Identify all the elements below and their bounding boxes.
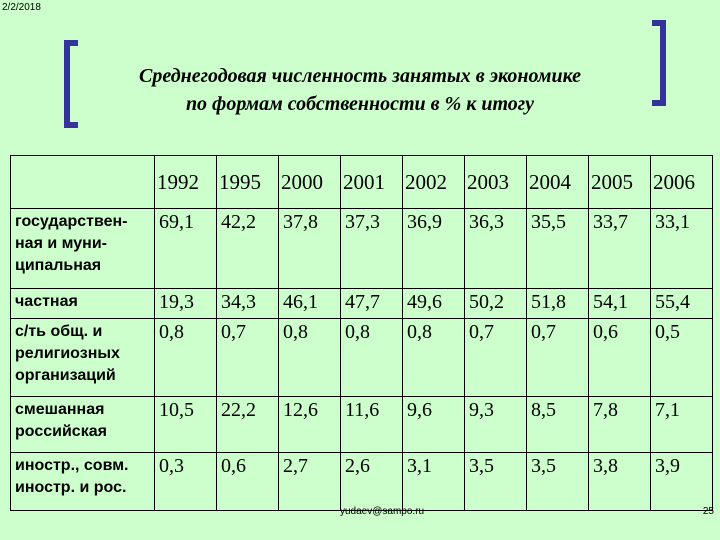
slide-date: 2/2/2018 [2, 2, 41, 13]
title-bracket-left [64, 40, 78, 128]
table-cell: 10,5 [155, 397, 217, 453]
table-cell: 36,3 [465, 209, 527, 289]
row-label-line: иностр. и рос. [15, 479, 127, 496]
table-cell: 7,1 [651, 397, 713, 453]
page-number: 25 [702, 506, 714, 517]
table-cell: 47,7 [341, 289, 403, 319]
row-label [11, 289, 155, 319]
table-row [11, 319, 713, 397]
row-label-line: российская [15, 423, 107, 440]
table-cell: 0,7 [217, 319, 279, 397]
table-cell: 50,2 [465, 289, 527, 319]
table-cell: 46,1 [279, 289, 341, 319]
row-label [11, 319, 155, 397]
table-cell: 0,6 [589, 319, 651, 397]
year-header: 2003 [465, 156, 527, 209]
table-cell: 42,2 [217, 209, 279, 289]
row-label-line: с/ть общ. и [15, 323, 103, 340]
year-header: 2005 [589, 156, 651, 209]
table-cell: 3,8 [589, 453, 651, 511]
table-cell: 2,6 [341, 453, 403, 511]
table-cell: 2,7 [279, 453, 341, 511]
table-cell: 49,6 [403, 289, 465, 319]
table-row [11, 289, 713, 319]
row-label [11, 453, 155, 511]
table-cell: 3,9 [651, 453, 713, 511]
table-cell: 8,5 [527, 397, 589, 453]
table-cell: 7,8 [589, 397, 651, 453]
row-label [11, 397, 155, 453]
table-cell: 12,6 [279, 397, 341, 453]
table-cell: 0,8 [279, 319, 341, 397]
title-line-2: по формам собственности в % к итогу [185, 93, 535, 115]
row-label [11, 209, 155, 289]
table-cell: 19,3 [155, 289, 217, 319]
table-cell: 34,3 [217, 289, 279, 319]
table-cell: 0,8 [155, 319, 217, 397]
table-cell: 55,4 [651, 289, 713, 319]
table-row [11, 397, 713, 453]
table-cell: 0,8 [403, 319, 465, 397]
row-label-line: иностр., совм. [15, 457, 129, 474]
table-cell: 0,8 [341, 319, 403, 397]
table-cell: 3,5 [465, 453, 527, 511]
year-header: 2001 [341, 156, 403, 209]
row-label-line: смешанная [15, 401, 105, 418]
year-header: 1992 [155, 156, 217, 209]
title-line-1: Среднегодовая численность занятых в экономике [138, 65, 582, 87]
table-cell: 35,5 [527, 209, 589, 289]
row-label-line: ципальная [15, 257, 102, 274]
employment-table [10, 155, 713, 511]
year-header: 1995 [217, 156, 279, 209]
table-cell: 0,3 [155, 453, 217, 511]
row-label-line: государствен- [15, 213, 128, 230]
table-cell: 51,8 [527, 289, 589, 319]
table-cell: 0,7 [527, 319, 589, 397]
table-cell: 0,5 [651, 319, 713, 397]
table-cell: 3,5 [527, 453, 589, 511]
row-label-line: частная [15, 293, 78, 310]
table-row [11, 453, 713, 511]
row-label-line: ная и муни- [15, 235, 107, 252]
row-label-line: религиозных [15, 345, 120, 362]
year-header: 2000 [279, 156, 341, 209]
table-cell: 0,6 [217, 453, 279, 511]
table-cell: 9,3 [465, 397, 527, 453]
table-cell: 37,3 [341, 209, 403, 289]
table-cell: 11,6 [341, 397, 403, 453]
slide-title [80, 62, 640, 118]
table-cell: 69,1 [155, 209, 217, 289]
footer-email: yudaev@sampo.ru [340, 506, 425, 517]
table-cell: 3,1 [403, 453, 465, 511]
table-cell: 37,8 [279, 209, 341, 289]
table-cell: 33,7 [589, 209, 651, 289]
header-corner-cell [11, 156, 155, 209]
table-header-row [11, 156, 713, 209]
table-cell: 54,1 [589, 289, 651, 319]
year-header: 2006 [651, 156, 713, 209]
year-header: 2004 [527, 156, 589, 209]
row-label-line: организаций [15, 367, 116, 384]
year-header: 2002 [403, 156, 465, 209]
title-bracket-right [652, 20, 666, 106]
table-cell: 22,2 [217, 397, 279, 453]
table-row [11, 209, 713, 289]
table-cell: 9,6 [403, 397, 465, 453]
table-cell: 36,9 [403, 209, 465, 289]
table-cell: 0,7 [465, 319, 527, 397]
table-cell: 33,1 [651, 209, 713, 289]
